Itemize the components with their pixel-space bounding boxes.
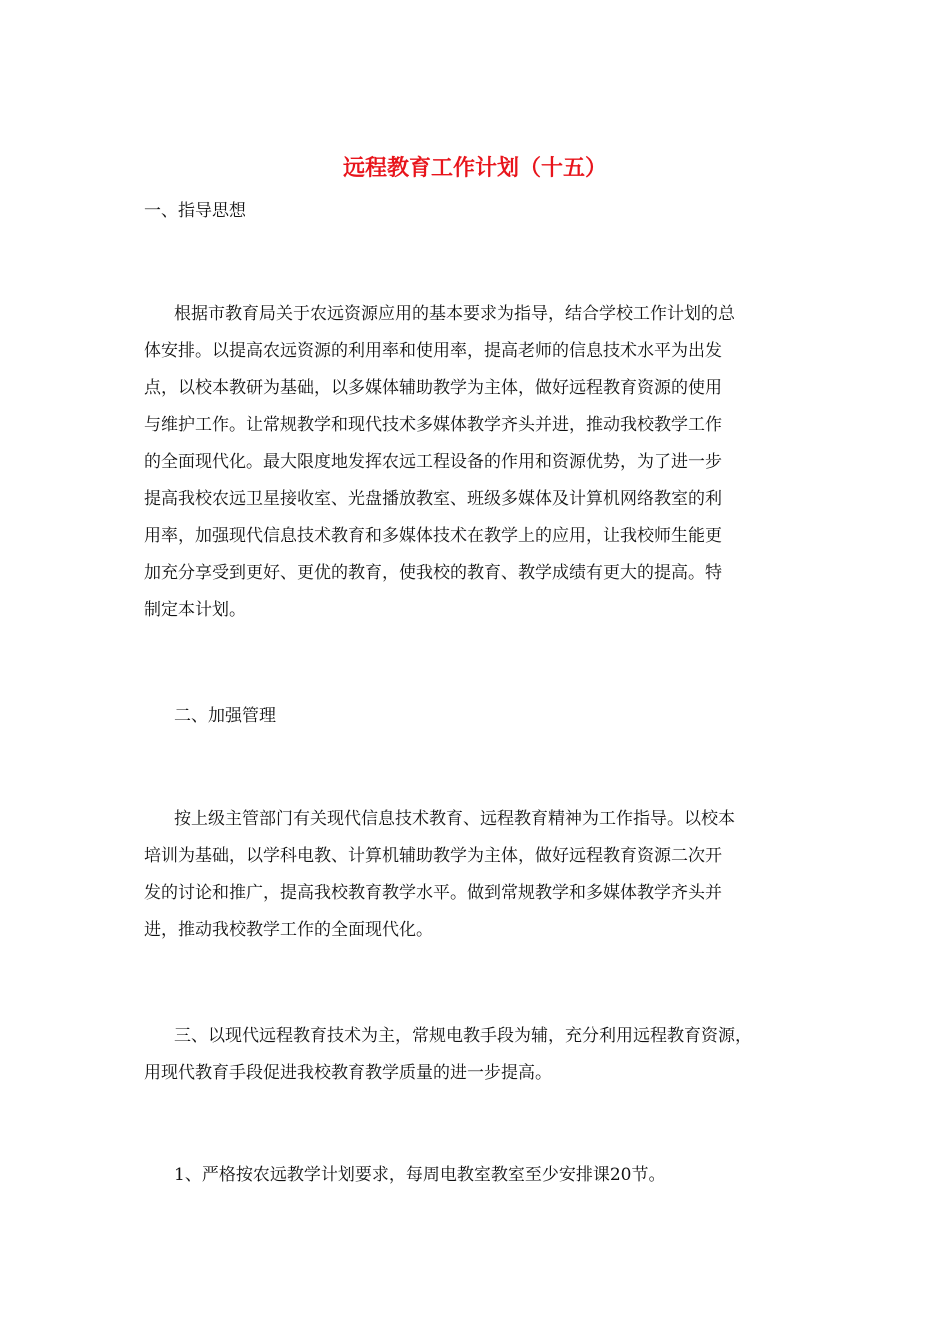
paragraph-line: 加充分享受到更好、更优的教育，使我校的教育、教学成绩有更大的提高。特	[144, 563, 722, 583]
paragraph-line: 提高我校农远卫星接收室、光盘播放教室、班级多媒体及计算机网络教室的利	[144, 489, 722, 509]
document-title: 远程教育工作计划（十五）	[342, 155, 607, 181]
paragraph-line: 体安排。以提高农远资源的利用率和使用率，提高老师的信息技术水平为出发	[144, 341, 722, 361]
section-heading-strengthen-management: 二、加强管理	[174, 706, 276, 726]
section-heading-guiding-ideology: 一、指导思想	[144, 201, 246, 221]
paragraph-line: 用率，加强现代信息技术教育和多媒体技术在教学上的应用，让我校师生能更	[144, 526, 722, 546]
paragraph-line: 与维护工作。让常规教学和现代技术多媒体教学齐头并进，推动我校教学工作	[144, 415, 722, 435]
paragraph-line: 三、以现代远程教育技术为主，常规电教手段为辅，充分利用远程教育资源，	[174, 1026, 752, 1046]
paragraph-line: 进，推动我校教学工作的全面现代化。	[144, 920, 433, 940]
paragraph-line: 的全面现代化。最大限度地发挥农远工程设备的作用和资源优势，为了进一步	[144, 452, 722, 472]
list-item-weekly-classes: 1、严格按农远教学计划要求，每周电教室教室至少安排课20节。	[174, 1165, 666, 1185]
paragraph-line: 培训为基础，以学科电教、计算机辅助教学为主体，做好远程教育资源二次开	[144, 846, 722, 866]
paragraph-line: 发的讨论和推广，提高我校教育教学水平。做到常规教学和多媒体教学齐头并	[144, 883, 722, 903]
paragraph-line: 按上级主管部门有关现代信息技术教育、远程教育精神为工作指导。以校本	[174, 809, 735, 829]
paragraph-line: 制定本计划。	[144, 600, 246, 620]
paragraph-line: 用现代教育手段促进我校教育教学质量的进一步提高。	[144, 1063, 552, 1083]
section1-paragraph	[144, 296, 824, 629]
section2-paragraph	[144, 801, 824, 949]
section3-paragraph	[144, 1018, 824, 1092]
paragraph-line: 根据市教育局关于农远资源应用的基本要求为指导，结合学校工作计划的总	[174, 304, 735, 324]
paragraph-line: 点，以校本教研为基础，以多媒体辅助教学为主体，做好远程教育资源的使用	[144, 378, 722, 398]
